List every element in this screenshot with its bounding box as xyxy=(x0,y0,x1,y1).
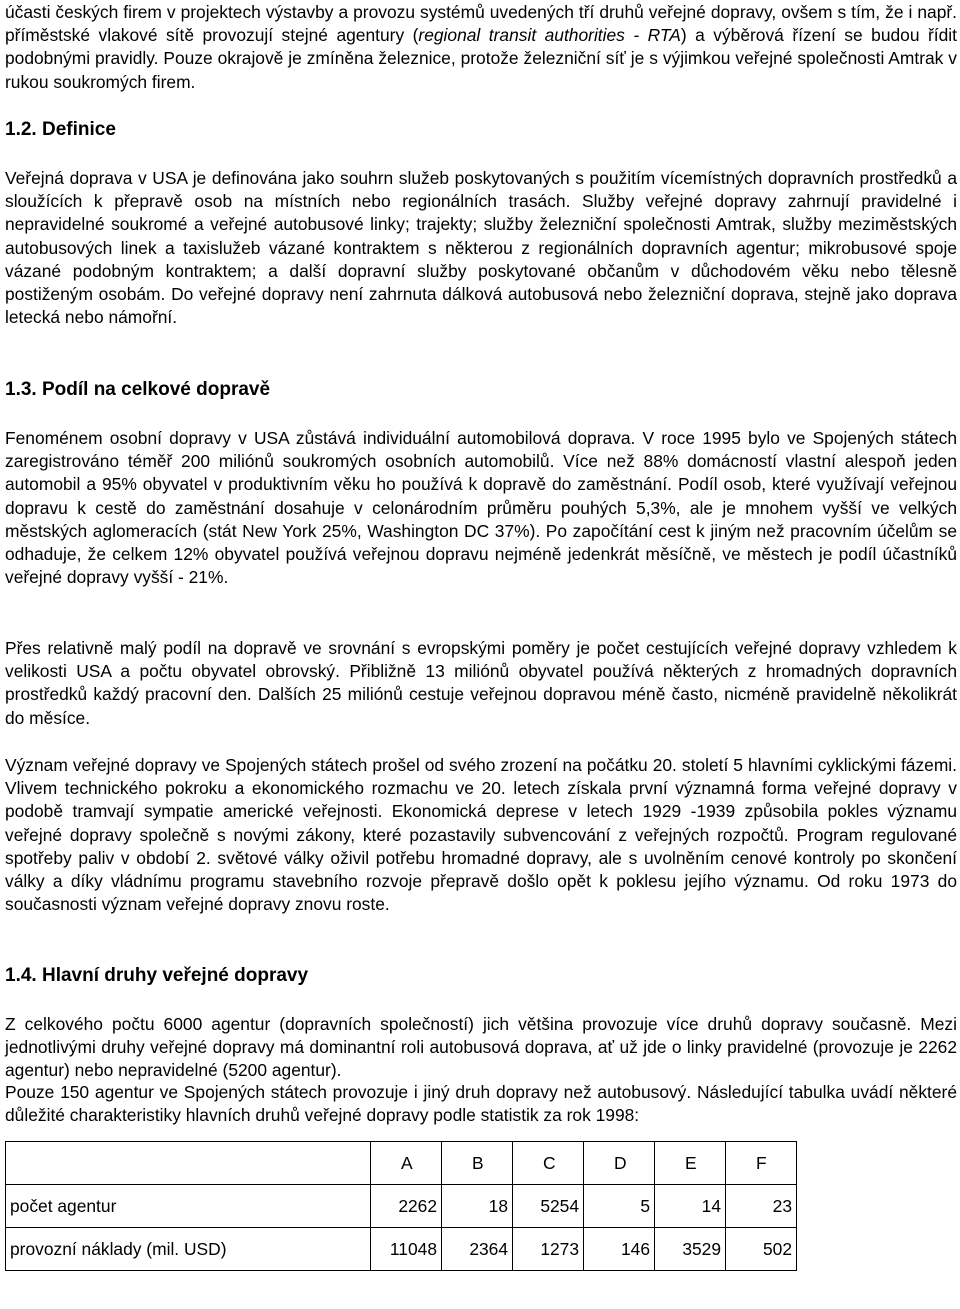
table-cell: 14 xyxy=(655,1185,726,1228)
table-row-label: počet agentur xyxy=(6,1185,371,1228)
heading-podil: 1.3. Podíl na celkové dopravě xyxy=(5,379,271,400)
table-cell: 1273 xyxy=(513,1228,584,1271)
heading-definice: 1.2. Definice xyxy=(5,119,116,140)
table-header-cell: A xyxy=(371,1142,442,1185)
table-cell: 502 xyxy=(726,1228,797,1271)
paragraph-podil-3: Význam veřejné dopravy ve Spojených státech prošel od svého zrození na počátku 20. století 5 hlavními cyklickými fázemi. Vlivem technického pokroku a ekonomického rozmachu ve 20. letech získala první významná forma veřejné dopravy v podobě tramvají sympatie americké veřejnosti. Ekonomická deprese v letech 1929 -1939 způsobila pokles významu veřejné dopravy společně s novými zákony, které pozastavily subvencování z veřejných rozpočtů. Program regulované spotřeby paliv v období 2. světové války oživil potřebu hromadné dopravy, ale s uvolněním cenové kontroly po skončení války a díky vládnímu programu stavebního rozvoje přepravě došlo opět k poklesu jejího významu. Od roku 1973 do současnosti význam veřejné dopravy znovu roste. xyxy=(5,755,957,915)
table-cell: 2262 xyxy=(371,1185,442,1228)
paragraph-intro-text-1: účasti českých firem v projektech výstavby a provozu systémů uvedených tří druhů veřejné dopravy, ovšem s tím, že i např. příměstské vlakové sítě provozují stejné agentury ( xyxy=(5,2,957,46)
table-header-cell: E xyxy=(655,1142,726,1185)
table-cell: 18 xyxy=(442,1185,513,1228)
table-header-cell: F xyxy=(726,1142,797,1185)
paragraph-podil-2: Přes relativně malý podíl na dopravě ve srovnání s evropskými poměry je počet cestujících veřejné dopravy vzhledem k velikosti USA a počtu obyvatel obrovský. Přibližně 13 miliónů obyvatel používá některých z hromadných dopravních prostředků každý pracovní den. Dalších 25 miliónů cestuje veřejnou dopravou méně často, nicméně pravidelně několikrát do měsíce. xyxy=(5,638,957,728)
table-header-cell: C xyxy=(513,1142,584,1185)
table-row xyxy=(6,1185,797,1228)
table-cell: 11048 xyxy=(371,1228,442,1271)
paragraph-hlavni-druhy-2: Pouze 150 agentur ve Spojených státech provozuje i jiný druh dopravy než autobusový. Následující tabulka uvádí některé důležité charakteristiky hlavních druhů veřejné dopravy podle statistik za rok 1998: xyxy=(5,1082,957,1126)
paragraph-intro-italic: regional transit authorities - RTA xyxy=(418,25,681,46)
paragraph-intro-text-2: ) a výběrová řízení se budou řídit podobnými pravidly. Pouze okrajově je zmíněna železnice, protože železniční síť je s výjimkou veřejné společnosti Amtrak v rukou soukromých firem. xyxy=(5,25,958,92)
table-header-cell: B xyxy=(442,1142,513,1185)
heading-hlavni-druhy: 1.4. Hlavní druhy veřejné dopravy xyxy=(5,965,309,986)
paragraph-podil-1: Fenoménem osobní dopravy v USA zůstává individuální automobilová doprava. V roce 1995 bylo ve Spojených státech zaregistrováno téměř 200 miliónů soukromých osobních automobilů. Více než 88% domácností vlastní alespoň jeden automobil a 95% obyvatel v produktivním věku ho používá k dopravě do zaměstnání. Podíl osob, které využívají veřejnou dopravu k cestě do zaměstnání dosahuje v celonárodním průměru pouhých 5,3%, ale je mnohem vyšší ve velkých městských aglomeracích (stát New York 25%, Washington DC 37%). Po započítání cest k jiným než pracovním účelům se odhaduje, že celkem 12% obyvatel používá veřejnou dopravu nejméně jedenkrát měsíčně, ve městech je podíl účastníků veřejné dopravy vyšší - 21%. xyxy=(5,428,957,588)
table-cell: 5254 xyxy=(513,1185,584,1228)
paragraph-definice: Veřejná doprava v USA je definována jako souhrn služeb poskytovaných s použitím vícemístných dopravních prostředků a sloužících k přepravě osob na místních nebo regionálních trasách. Služby veřejné dopravy zahrnují pravidelné i nepravidelné soukromé a veřejné autobusové linky; trajekty; služby železniční společnosti Amtrak, služby meziměstských autobusových linek a taxislužeb vázané kontraktem s některou z regionálních dopravních agentur; mikrobusové spoje vázané podobným kontraktem; a další dopravní služby poskytované občanům v důchodovém věku nebo tělesně postiženým osobám. Do veřejné dopravy není zahrnuta dálková autobusová nebo železniční doprava, stejně jako doprava letecká nebo námořní. xyxy=(5,168,957,328)
paragraph-intro xyxy=(5,1,957,94)
table-row-label: provozní náklady (mil. USD) xyxy=(6,1228,371,1271)
paragraph-hlavni-druhy-1: Z celkového počtu 6000 agentur (dopravních společností) jich většina provozuje více druhů dopravy současně. Mezi jednotlivými druhy veřejné dopravy má dominantní roli autobusová doprava, ať už jde o linky pravidelné (provozuje je 2262 agentur) nebo nepravidelné (5200 agentur). xyxy=(5,1014,957,1081)
table-cell: 23 xyxy=(726,1185,797,1228)
table-cell: 2364 xyxy=(442,1228,513,1271)
table-header-cell: D xyxy=(584,1142,655,1185)
table-cell: 146 xyxy=(584,1228,655,1271)
table-cell: 3529 xyxy=(655,1228,726,1271)
table-row xyxy=(6,1228,797,1271)
table-header-row xyxy=(6,1142,797,1185)
table-header-empty-cell xyxy=(6,1142,371,1185)
statistics-table xyxy=(5,1141,797,1271)
table-cell: 5 xyxy=(584,1185,655,1228)
